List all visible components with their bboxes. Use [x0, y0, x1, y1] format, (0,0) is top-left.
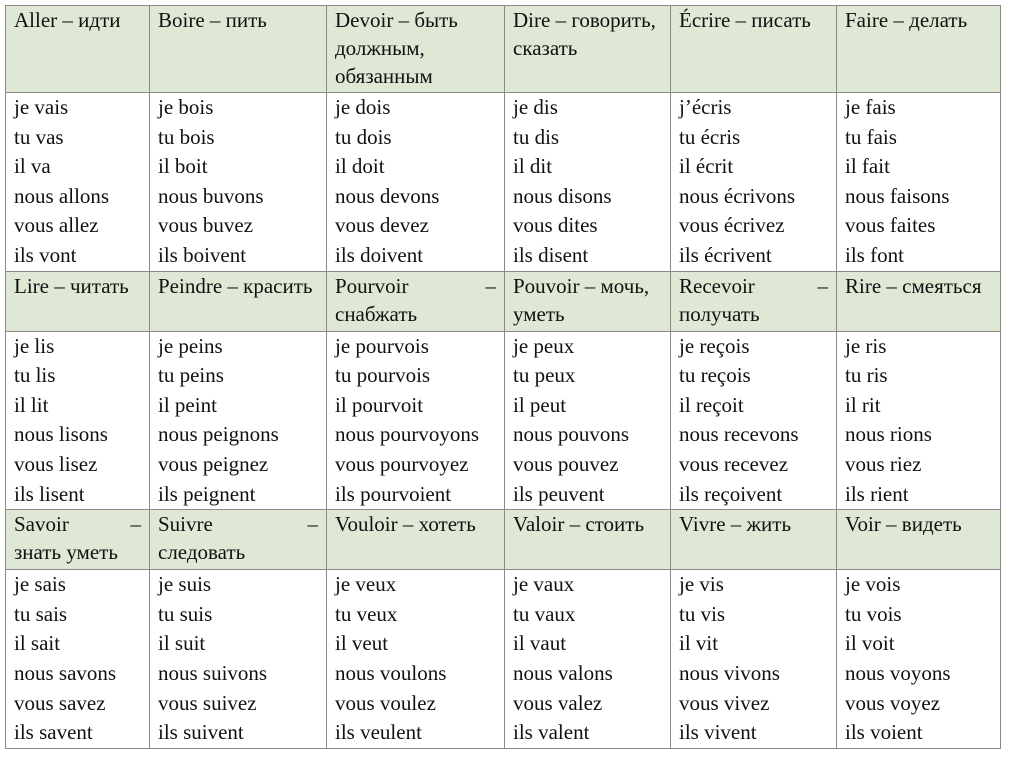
verb-infinitive: Savoir [14, 512, 69, 537]
conjugated-form: il peint [158, 392, 217, 417]
conjugated-form: ils disent [513, 242, 589, 267]
conjugated-form: j’écris [679, 95, 732, 119]
verb-header-cell [837, 271, 1001, 331]
conjugation-cell [505, 570, 671, 749]
conjugated-form: ils peignent [158, 481, 256, 506]
conjugated-form: tu vas [14, 124, 64, 149]
conjugated-form: nous devons [335, 183, 440, 208]
verb-infinitive: Recevoir [679, 273, 755, 298]
conjugated-form: je sais [14, 572, 66, 597]
conjugation-cell [6, 93, 150, 272]
conjugated-form: tu bois [158, 124, 215, 149]
conjugated-form: ils lisent [14, 481, 85, 506]
conjugated-form: vous voyez [845, 690, 941, 715]
conjugated-form: tu vois [845, 601, 902, 626]
conjugated-form: nous pouvons [513, 422, 630, 447]
conjugated-form: nous écrivons [679, 183, 796, 208]
conjugated-form: tu suis [158, 601, 213, 626]
conjugated-form: il va [14, 154, 51, 179]
conjugated-form: ils reçoivent [679, 481, 783, 506]
conjugation-cell [327, 331, 505, 510]
conjugated-form: je ris [845, 333, 887, 358]
header-row [6, 271, 1001, 331]
header-dash: – [485, 273, 496, 298]
verb-header-cell [505, 6, 671, 93]
conjugated-form: nous recevons [679, 422, 799, 447]
conjugated-form: vous écrivez [679, 213, 785, 238]
conjugated-form: vous pouvez [513, 451, 619, 476]
conjugation-cell [837, 570, 1001, 749]
conjugated-form: nous peignons [158, 422, 279, 447]
conjugated-form: tu ris [845, 363, 888, 388]
conjugation-cell [327, 570, 505, 749]
conjugation-cell [150, 93, 327, 272]
conjugated-form: vous buvez [158, 213, 254, 238]
conjugation-cell [671, 93, 837, 272]
conjugation-cell [150, 570, 327, 749]
conjugated-form: ils écrivent [679, 242, 772, 267]
verb-header-text: Écrire – писать [679, 8, 811, 32]
conjugated-form: tu dois [335, 124, 392, 149]
conjugated-form: tu vis [679, 601, 726, 626]
conjugated-form: nous rions [845, 422, 932, 447]
verb-header-cell [671, 510, 837, 570]
verb-header-text: Aller – идти [14, 8, 121, 32]
conjugation-cell [505, 93, 671, 272]
conjugated-form: vous savez [14, 690, 106, 715]
conjugated-form: il peut [513, 392, 567, 417]
conjugated-form: vous riez [845, 451, 922, 476]
conjugation-cell [671, 331, 837, 510]
conjugated-form: nous lisons [14, 422, 108, 447]
verb-header-text: Pouvoir – мочь, уметь [513, 273, 650, 326]
conjugated-form: vous allez [14, 213, 99, 238]
verb-header-text: Rire – смеяться [845, 273, 982, 298]
conjugated-form: tu sais [14, 601, 68, 626]
verb-translation: снабжать [335, 301, 418, 326]
conjugated-form: nous suivons [158, 660, 268, 685]
conjugated-form: ils peuvent [513, 481, 605, 506]
conjugated-form: vous devez [335, 213, 429, 238]
conjugated-form: je vis [679, 572, 724, 597]
header-dash: – [130, 512, 141, 537]
verb-header-first-line [158, 510, 318, 538]
conjugated-form: je dis [513, 95, 558, 119]
conjugated-form: je peux [513, 333, 575, 358]
conjugated-form: nous disons [513, 183, 612, 208]
conjugated-form: je bois [158, 95, 214, 119]
verb-header-cell [327, 6, 505, 93]
conjugated-form: tu veux [335, 601, 398, 626]
conjugated-form: il vit [679, 631, 719, 656]
verb-header-text: Dire – говорить, сказать [513, 8, 656, 60]
conjugated-form: vous valez [513, 690, 603, 715]
conjugated-form: tu écris [679, 124, 741, 149]
conjugation-cell [671, 570, 837, 749]
conjugated-form: je vaux [513, 572, 575, 597]
verb-header-cell [150, 271, 327, 331]
verb-infinitive: Suivre [158, 512, 213, 537]
header-dash: – [307, 512, 318, 537]
conjugated-form: vous vivez [679, 690, 770, 715]
conjugated-form: il boit [158, 154, 208, 179]
verb-translation: следовать [158, 540, 246, 565]
conjugated-form: ils vivent [679, 720, 757, 745]
conjugated-form: il suit [158, 631, 206, 656]
conjugated-form: il voit [845, 631, 895, 656]
conjugated-form: tu dis [513, 124, 560, 149]
conjugated-form: tu pourvois [335, 363, 431, 388]
conjugated-form: il dit [513, 154, 553, 179]
conjugated-form: nous voyons [845, 660, 951, 685]
conjugated-form: vous suivez [158, 690, 257, 715]
conjugated-form: il vaut [513, 631, 567, 656]
conjugation-cell [837, 93, 1001, 272]
conjugation-cell [505, 331, 671, 510]
verb-header-cell [671, 6, 837, 93]
verb-header-text: Lire – читать [14, 273, 129, 298]
conjugated-form: ils veulent [335, 720, 422, 745]
verb-header-text: Valoir – стоить [513, 512, 645, 537]
conjugation-cell [150, 331, 327, 510]
verb-header-text: Devoir – быть должным, обязанным [335, 8, 458, 88]
header-row [6, 510, 1001, 570]
conjugation-cell [6, 331, 150, 510]
conjugated-form: il fait [845, 154, 890, 179]
conjugated-form: il veut [335, 631, 389, 656]
conjugated-form: il reçoit [679, 392, 744, 417]
verb-header-text: Voir – видеть [845, 512, 962, 537]
conjugated-form: tu vaux [513, 601, 576, 626]
verb-header-text: Vouloir – хотеть [335, 512, 476, 537]
verb-header-cell [327, 271, 505, 331]
conjugated-form: vous peignez [158, 451, 269, 476]
verb-header-first-line [679, 272, 828, 300]
conjugation-row [6, 331, 1001, 510]
conjugated-form: je veux [335, 572, 397, 597]
conjugated-form: ils suivent [158, 720, 244, 745]
conjugation-cell [327, 93, 505, 272]
verb-header-text: Vivre – жить [679, 512, 792, 537]
conjugated-form: vous recevez [679, 451, 789, 476]
verb-header-cell [150, 6, 327, 93]
conjugated-form: je lis [14, 333, 55, 358]
verb-header-cell [505, 510, 671, 570]
conjugated-form: ils rient [845, 481, 909, 506]
verb-translation: знать уметь [14, 540, 118, 565]
conjugated-form: il sait [14, 631, 61, 656]
conjugated-form: il lit [14, 392, 49, 417]
conjugated-form: tu peins [158, 363, 224, 388]
conjugated-form: nous voulons [335, 660, 447, 685]
conjugated-form: je dois [335, 95, 391, 119]
conjugated-form: nous allons [14, 183, 110, 208]
verb-header-cell [837, 510, 1001, 570]
verb-header-cell [327, 510, 505, 570]
conjugated-form: nous savons [14, 660, 117, 685]
conjugated-form: ils pourvoient [335, 481, 452, 506]
verb-header-cell [150, 510, 327, 570]
conjugated-form: tu lis [14, 363, 56, 388]
conjugated-form: vous voulez [335, 690, 436, 715]
conjugated-form: ils boivent [158, 242, 247, 267]
conjugated-form: nous valons [513, 660, 613, 685]
conjugated-form: je suis [158, 572, 212, 597]
conjugated-form: tu fais [845, 124, 897, 149]
verb-header-cell [6, 6, 150, 93]
verb-header-cell [837, 6, 1001, 93]
conjugated-form: vous dites [513, 213, 598, 238]
conjugated-form: ils font [845, 242, 904, 267]
verb-header-cell [671, 271, 837, 331]
conjugated-form: il doit [335, 154, 385, 179]
conjugated-form: nous faisons [845, 183, 950, 208]
conjugated-form: tu peux [513, 363, 576, 388]
conjugated-form: je peins [158, 333, 223, 358]
conjugated-form: ils doivent [335, 242, 424, 267]
conjugated-form: ils valent [513, 720, 590, 745]
conjugated-form: je vais [14, 95, 69, 119]
conjugation-cell [6, 570, 150, 749]
conjugated-form: il pourvoit [335, 392, 424, 417]
verb-header-text: Boire – пить [158, 8, 267, 32]
verb-header-text: Faire – делать [845, 8, 968, 32]
conjugation-row [6, 570, 1001, 749]
conjugated-form: je reçois [679, 333, 750, 358]
verb-infinitive: Pourvoir [335, 273, 409, 298]
verb-header-first-line [335, 272, 496, 300]
verb-conjugation-table [5, 5, 1001, 749]
conjugation-cell [837, 331, 1001, 510]
verb-translation: получать [679, 301, 760, 326]
header-row [6, 6, 1001, 93]
conjugated-form: ils vont [14, 242, 77, 267]
conjugation-row [6, 93, 1001, 272]
conjugated-form: je pourvois [335, 333, 429, 358]
verb-header-cell [6, 510, 150, 570]
conjugated-form: nous vivons [679, 660, 780, 685]
conjugated-form: nous buvons [158, 183, 264, 208]
header-dash: – [817, 273, 828, 298]
conjugated-form: vous pourvoyez [335, 451, 469, 476]
conjugated-form: nous pourvoyons [335, 422, 480, 447]
conjugated-form: il écrit [679, 154, 734, 179]
verb-header-cell [6, 271, 150, 331]
verb-header-first-line [14, 510, 141, 538]
verb-header-text: Peindre – красить [158, 273, 313, 298]
conjugated-form: tu reçois [679, 363, 751, 388]
conjugated-form: il rit [845, 392, 881, 417]
conjugated-form: ils voient [845, 720, 923, 745]
conjugated-form: vous faites [845, 213, 936, 238]
conjugated-form: vous lisez [14, 451, 98, 476]
verb-header-cell [505, 271, 671, 331]
conjugated-form: ils savent [14, 720, 93, 745]
conjugated-form: je vois [845, 572, 901, 597]
conjugated-form: je fais [845, 95, 896, 119]
